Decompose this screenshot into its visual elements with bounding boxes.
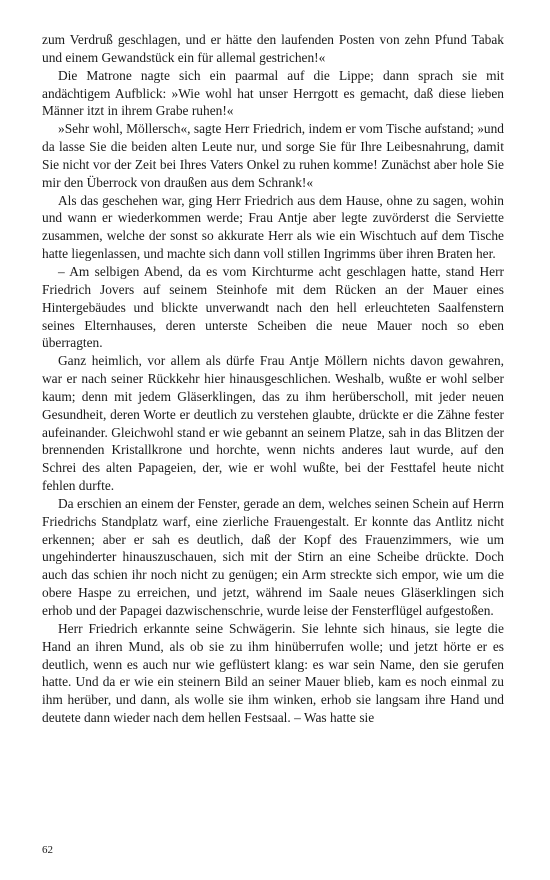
paragraph-1: zum Verdruß geschlagen, und er hätte den laufenden Posten von zehn Pfund Tabak und einem Gewandstück ein für allemal gestrichen!«	[42, 32, 504, 65]
paragraph-3: »Sehr wohl, Möllersch«, sagte Herr Friedrich, indem er vom Tische aufstand; »und da lasse Sie die beiden alten Leute nur, und sorge Sie für Ihre Leibesnahrung, damit Sie nicht vor der Zeit bei Ihres Vaters Onkel zu ruhen komme! Zunächst aber hole Sie mir den Überrock von draußen aus dem Schrank!«	[42, 121, 504, 190]
paragraph-2: Die Matrone nagte sich ein paarmal auf die Lippe; dann sprach sie mit andächtigem Aufblick: »Wie wohl hat unser Herrgott es gemacht, daß diese lieben Männer itzt in ihrem Grabe ruhen!«	[42, 67, 504, 119]
paragraph-4: Als das geschehen war, ging Herr Friedrich aus dem Hause, ohne zu sagen, wohin und wann er wiederkommen werde; Frau Antje aber legte zuvörderst die Serviette zusammen, welche der sonst so akkurate Herr als wie ein Wischtuch auf dem Tische hatte liegenlassen, und machte sich dann voll stillen Ingrimms über ihren Braten her.	[42, 192, 504, 262]
paragraph-8: Herr Friedrich erkannte seine Schwägerin. Sie lehnte sich hinaus, sie legte die Hand an ihren Mund, als ob sie zu ihm hinüberrufen wolle; und jetzt hörte er es deutlich, wenn es auch nur wie geflüstert klang: es war sein Name, den sie gerufen hatte. Und da er wie ein steinern Bild an seiner Mauer blieb, kam es noch einmal zu ihm herüber, und dann, als wolle sie ihm winken, erhob sie langsam ihre Hand und deutete dann wieder nach dem hellen Festsaal. – Was hatte sie	[42, 620, 504, 726]
body-text	[42, 31, 504, 727]
paragraph-6: Ganz heimlich, vor allem als dürfe Frau Antje Möllern nichts davon gewahren, war er nach seiner Rückkehr hier hinausgeschlichen. Weshalb, wußte er wohl selber kaum; denn mit jedem Gläserklingen, das zu ihm herüberscholl, mit jeder neuen Gesundheit, deren Worte er deutlich zu verstehen glaubte, drückte er die Zähne fester aufeinander. Gleichwohl stand er wie gebannt an seinem Platze, sah in das Blitzen der brennenden Kristallkrone und horchte, wenn nichts anderes laut wurde, auf den Schrei des alten Papageien, der, wie er wohl wußte, bei der Festtafel heute nicht fehlen durfte.	[42, 353, 504, 494]
paragraph-5: – Am selbigen Abend, da es vom Kirchturme acht geschlagen hatte, stand Herr Friedrich Jovers auf seinem Steinhofe mit dem Rücken an der Mauer eines Hintergebäudes und blickte unverwandt nach den hell erleuchteten Saalfenstern seines Elternhauses, deren unterste Scheiben die neue Mauer noch so eben überragten.	[42, 263, 504, 351]
paragraph-7: Da erschien an einem der Fenster, gerade an dem, welches seinen Schein auf Herrn Friedrichs Standplatz warf, eine zierliche Frauengestalt. Er konnte das Antlitz nicht erkennen; aber er sah es deutlich, daß der Kopf des Frauenzimmers, wie um ungehinderter hinauszuschauen, sich mit der Stirn an eine Scheibe drückte. Doch auch das schien ihr noch nicht zu genügen; ein Arm streckte sich empor, wie um die obere Haspe zu erreichen, und jetzt, während im Saale neues Gläserklingen sich erhob und der Papagei dazwischenschrie, wurde leise der Fensterflügel aufgestoßen.	[42, 495, 504, 618]
page-number: 62	[42, 844, 53, 856]
